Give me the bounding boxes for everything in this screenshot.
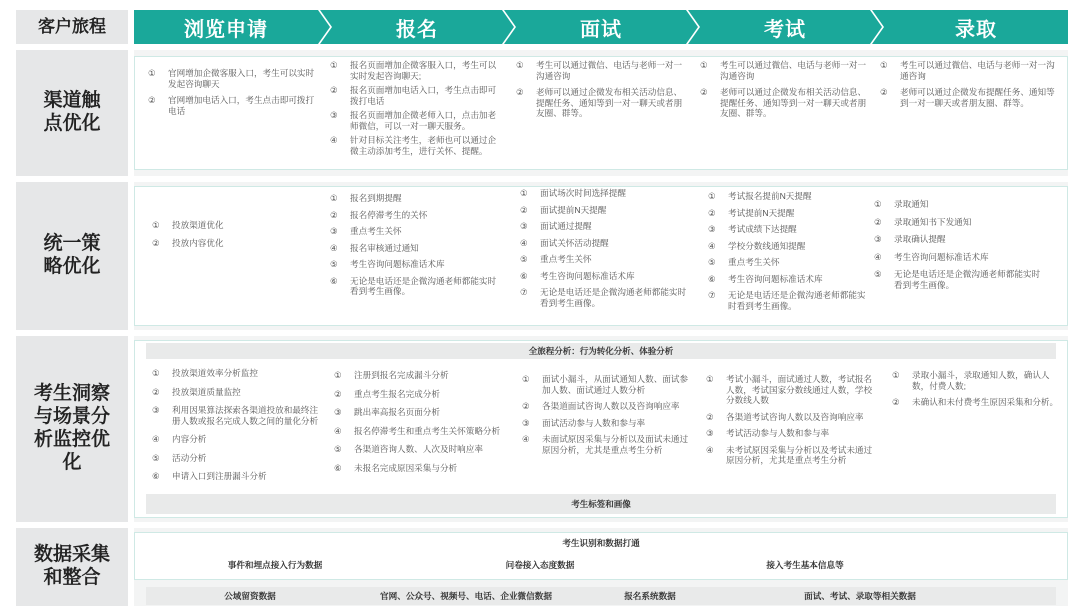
item-number: ① bbox=[330, 60, 338, 70]
item-text: 考生可以通过微信、电话与老师一对一沟通咨询 bbox=[900, 60, 1055, 81]
item-number: ① bbox=[708, 191, 716, 201]
item-number: ④ bbox=[334, 425, 342, 436]
item-text: 考试报名提前N天提醒 bbox=[728, 191, 812, 201]
journey-analysis-text: 全旅程分析：行为转化分析、体验分析 bbox=[528, 346, 674, 356]
data-source-event bbox=[150, 556, 400, 574]
item-text: 未报名完成原因采集与分析 bbox=[354, 462, 458, 473]
list-item bbox=[880, 87, 1056, 108]
insight-col-signup bbox=[334, 370, 504, 477]
item-text: 面试关怀活动提醒 bbox=[540, 237, 609, 248]
stage-arrow-browse bbox=[134, 10, 330, 44]
channel-col-browse bbox=[148, 68, 316, 120]
item-number: ② bbox=[330, 209, 338, 220]
item-number: ① bbox=[880, 60, 888, 70]
item-number: ⑥ bbox=[152, 471, 160, 481]
item-text: 重点考生关怀 bbox=[350, 226, 402, 236]
item-number: ① bbox=[874, 199, 882, 209]
data-source-text: 面试、考试、录取等相关数据 bbox=[804, 591, 916, 601]
list-item bbox=[516, 87, 686, 119]
item-text: 录取通知 bbox=[894, 199, 929, 209]
list-item bbox=[522, 418, 690, 429]
data-source-text: 接入考生基本信息等 bbox=[766, 560, 844, 570]
item-number: ⑤ bbox=[874, 269, 882, 279]
row-label-data bbox=[16, 528, 128, 606]
item-number: ⑤ bbox=[520, 254, 528, 264]
row-label-data-text: 数据采集和整合 bbox=[33, 544, 110, 588]
list-item bbox=[520, 238, 688, 249]
item-text: 老师可以通过企微发布相关活动信息、提醒任务、通知等到一对一聊天或者朋友圈、群等。 bbox=[720, 87, 867, 118]
item-number: ② bbox=[892, 397, 900, 407]
row-label-strategy bbox=[16, 182, 128, 330]
item-number: ⑥ bbox=[334, 462, 342, 473]
item-text: 学校分数线通知提醒 bbox=[728, 240, 806, 251]
list-item bbox=[520, 254, 688, 265]
list-item bbox=[152, 220, 312, 231]
list-item bbox=[520, 271, 688, 282]
item-text: 重点考生关怀 bbox=[540, 254, 592, 264]
item-text: 报名页面增加企微老师入口，点击加老师微信，可以一对一聊天服务。 bbox=[350, 110, 497, 131]
journey-label bbox=[16, 10, 128, 44]
list-item bbox=[706, 412, 874, 423]
list-item bbox=[330, 259, 502, 270]
item-text: 报名页面增加电话入口，考生点击即可拨打电话 bbox=[350, 85, 497, 106]
row-label-insight-text: 考生洞察与场景分析监控优化 bbox=[33, 383, 110, 473]
stage-arrow-exam bbox=[688, 10, 882, 44]
item-text: 无论是电话还是企微沟通老师都能实时看到考生画像。 bbox=[350, 275, 497, 296]
list-item bbox=[708, 241, 868, 252]
item-text: 未确认和未付费考生原因采集和分析。 bbox=[912, 397, 1059, 407]
journey-analysis-bar bbox=[146, 343, 1056, 359]
channel-col-interview bbox=[516, 60, 686, 123]
list-item bbox=[148, 68, 316, 89]
item-number: ② bbox=[152, 237, 160, 248]
item-text: 考试小漏斗，面试通过人数，考试报名人数，考试国家分数线通过人数，学校分数线人数 bbox=[726, 374, 873, 405]
list-item bbox=[334, 426, 504, 437]
item-text: 考生咨询问题标准话术库 bbox=[540, 270, 635, 281]
item-text: 考生咨询问题标准话术库 bbox=[894, 251, 989, 262]
item-text: 申请入口到注册漏斗分析 bbox=[172, 471, 267, 481]
channel-col-admission bbox=[880, 60, 1056, 112]
list-item bbox=[330, 85, 502, 106]
identity-bar-text: 考生识别和数据打通 bbox=[562, 538, 640, 548]
list-item bbox=[334, 389, 504, 400]
identity-bar bbox=[134, 535, 1068, 551]
item-number: ② bbox=[148, 95, 156, 105]
item-number: ④ bbox=[522, 434, 530, 444]
item-number: ② bbox=[520, 204, 528, 215]
list-item bbox=[874, 252, 1046, 263]
list-item bbox=[874, 199, 1046, 210]
data-source-owned bbox=[346, 588, 586, 604]
item-number: ④ bbox=[330, 242, 338, 253]
channel-col-signup bbox=[330, 60, 502, 160]
item-text: 报名审核通过通知 bbox=[350, 242, 419, 253]
list-item bbox=[706, 374, 874, 406]
item-text: 考生咨询问题标准话术库 bbox=[728, 273, 823, 284]
item-number: ② bbox=[880, 87, 888, 97]
item-text: 官网增加电话入口，考生点击即可拨打电话 bbox=[168, 95, 315, 116]
item-number: ② bbox=[152, 386, 160, 397]
stage-label: 考试 bbox=[764, 18, 806, 41]
item-text: 录取通知书下发通知 bbox=[894, 216, 972, 227]
tags-portrait-bar bbox=[146, 494, 1056, 514]
item-number: ② bbox=[522, 401, 530, 411]
item-number: ③ bbox=[330, 226, 338, 236]
list-item bbox=[516, 60, 686, 81]
item-text: 考试提前N天提醒 bbox=[728, 207, 795, 218]
item-text: 未考试原因采集与分析以及考试未通过原因分析，尤其是重点考生分析 bbox=[726, 444, 873, 465]
list-item bbox=[892, 397, 1062, 408]
list-item bbox=[520, 287, 688, 308]
item-number: ① bbox=[152, 220, 160, 230]
list-item bbox=[880, 60, 1056, 81]
item-text: 报名到期提醒 bbox=[350, 193, 402, 203]
data-source-survey bbox=[420, 556, 660, 574]
strategy-col-admission bbox=[874, 199, 1046, 294]
list-item bbox=[874, 269, 1046, 290]
list-item bbox=[334, 370, 504, 381]
item-number: ⑥ bbox=[520, 270, 528, 281]
item-text: 无论是电话还是企微沟通老师都能实时看到考生画像。 bbox=[894, 269, 1041, 290]
list-item bbox=[330, 226, 502, 237]
item-text: 利用因果算法探索各渠道投放和最终注册人数或报名完成人数之间的量化分析 bbox=[172, 405, 319, 426]
item-number: ④ bbox=[706, 444, 714, 455]
item-number: ② bbox=[330, 85, 338, 95]
data-source-signup bbox=[580, 588, 720, 604]
list-item bbox=[330, 193, 502, 204]
list-item bbox=[330, 276, 502, 297]
data-source-public bbox=[150, 588, 350, 604]
insight-col-interview bbox=[522, 374, 690, 459]
item-number: ② bbox=[700, 87, 708, 97]
data-source-basic bbox=[690, 556, 920, 574]
row-label-insight bbox=[16, 336, 128, 522]
item-text: 各渠道面试咨询人数以及咨询响应率 bbox=[542, 401, 680, 411]
item-text: 面试活动参与人数和参与率 bbox=[542, 417, 646, 428]
item-number: ③ bbox=[522, 417, 530, 428]
stage-label: 报名 bbox=[396, 18, 438, 41]
item-number: ① bbox=[706, 374, 714, 384]
item-text: 投放内容优化 bbox=[172, 237, 224, 248]
list-item bbox=[892, 370, 1062, 391]
strategy-col-exam bbox=[708, 191, 868, 315]
list-item bbox=[522, 401, 690, 412]
stage-arrow-admission bbox=[872, 10, 1068, 44]
item-text: 考生咨询问题标准话术库 bbox=[350, 259, 445, 269]
list-item bbox=[334, 444, 504, 455]
item-number: ③ bbox=[330, 110, 338, 120]
item-text: 面试提前N天提醒 bbox=[540, 204, 607, 215]
list-item bbox=[520, 188, 688, 199]
list-item bbox=[334, 407, 504, 418]
list-item bbox=[152, 434, 322, 445]
item-text: 各渠道考试咨询人数以及咨询响应率 bbox=[726, 411, 864, 422]
item-number: ③ bbox=[152, 405, 160, 415]
item-number: ④ bbox=[330, 135, 338, 145]
item-number: ③ bbox=[708, 224, 716, 234]
item-text: 老师可以通过企微发布相关活动信息、提醒任务、通知等到一对一聊天或者朋友圈、群等。 bbox=[536, 87, 683, 118]
channel-col-exam bbox=[700, 60, 870, 123]
item-number: ① bbox=[148, 68, 156, 78]
strategy-col-signup bbox=[330, 193, 502, 301]
item-text: 考生可以通过微信、电话与老师一对一沟通咨询 bbox=[720, 60, 867, 81]
item-number: ⑤ bbox=[708, 257, 716, 267]
list-item bbox=[708, 224, 868, 235]
list-item bbox=[522, 434, 690, 455]
list-item bbox=[708, 208, 868, 219]
item-text: 未面试原因采集与分析以及面试未通过原因分析，尤其是重点考生分析 bbox=[542, 434, 689, 455]
data-source-text: 官网、公众号、视频号、电话、企业微信数据 bbox=[380, 591, 552, 601]
strategy-col-browse bbox=[152, 220, 312, 252]
list-item bbox=[152, 405, 322, 426]
list-item bbox=[152, 368, 322, 379]
item-number: ③ bbox=[706, 428, 714, 438]
list-item bbox=[700, 87, 870, 119]
strategy-col-interview bbox=[520, 188, 688, 312]
journey-label-text: 客户旅程 bbox=[38, 16, 106, 36]
item-text: 面试场次时间选择提醒 bbox=[540, 188, 626, 198]
list-item bbox=[148, 95, 316, 116]
list-item bbox=[520, 205, 688, 216]
list-item bbox=[330, 135, 502, 156]
list-item bbox=[152, 238, 312, 249]
item-number: ③ bbox=[520, 221, 528, 231]
insight-col-exam bbox=[706, 374, 874, 470]
item-text: 报名停滞考生和重点考生关怀策略分析 bbox=[354, 425, 501, 436]
list-item bbox=[708, 274, 868, 285]
item-text: 考试成绩下达提醒 bbox=[728, 224, 797, 234]
item-number: ⑤ bbox=[334, 444, 342, 454]
list-item bbox=[706, 445, 874, 466]
item-text: 录取小漏斗，录取通知人数，确认人数，付费人数; bbox=[912, 370, 1050, 391]
item-number: ⑦ bbox=[520, 287, 528, 297]
insight-col-admission bbox=[892, 370, 1062, 412]
row-label-strategy-text: 统一策略优化 bbox=[43, 233, 101, 277]
list-item bbox=[874, 234, 1046, 245]
item-number: ⑤ bbox=[152, 452, 160, 463]
item-text: 报名页面增加企微客服入口，考生可以实时发起咨询聊天; bbox=[350, 60, 497, 81]
item-text: 报名停滞考生的关怀 bbox=[350, 209, 428, 220]
row-label-channel-text: 渠道触点优化 bbox=[43, 90, 101, 134]
item-number: ⑦ bbox=[708, 290, 716, 300]
item-number: ④ bbox=[708, 240, 716, 251]
item-text: 针对目标关注考生，老师也可以通过企微主动添加考生，进行关怀、提醒。 bbox=[350, 135, 497, 156]
item-number: ④ bbox=[874, 251, 882, 262]
item-number: ④ bbox=[152, 434, 160, 444]
list-item bbox=[700, 60, 870, 81]
item-number: ① bbox=[700, 60, 708, 70]
list-item bbox=[330, 243, 502, 254]
list-item bbox=[152, 387, 322, 398]
item-text: 各渠道咨询人数、人次及时响应率 bbox=[354, 444, 483, 454]
item-number: ② bbox=[708, 207, 716, 218]
list-item bbox=[708, 191, 868, 202]
data-source-exam bbox=[760, 588, 960, 604]
item-text: 注册到报名完成漏斗分析 bbox=[354, 370, 449, 380]
item-text: 录取确认提醒 bbox=[894, 234, 946, 244]
item-text: 活动分析 bbox=[172, 452, 207, 463]
item-number: ① bbox=[334, 370, 342, 380]
list-item bbox=[706, 428, 874, 439]
insight-col-browse bbox=[152, 368, 322, 486]
list-item bbox=[874, 217, 1046, 228]
item-number: ① bbox=[522, 374, 530, 384]
tags-portrait-text: 考生标签和画像 bbox=[571, 499, 631, 509]
item-number: ② bbox=[874, 216, 882, 227]
item-text: 投放渠道质量监控 bbox=[172, 386, 241, 397]
list-item bbox=[522, 374, 690, 395]
list-item bbox=[330, 110, 502, 131]
list-item bbox=[708, 290, 868, 311]
list-item bbox=[334, 463, 504, 474]
stage-label: 面试 bbox=[580, 18, 622, 41]
item-text: 老师可以通过企微发布提醒任务、通知等到一对一聊天或者朋友圈、群等。 bbox=[900, 87, 1055, 108]
list-item bbox=[152, 471, 322, 482]
item-text: 面试小漏斗，从面试通知人数、面试参加人数、面试通过人数分析 bbox=[542, 374, 689, 395]
item-number: ① bbox=[892, 370, 900, 380]
data-source-text: 事件和埋点接入行为数据 bbox=[227, 560, 323, 570]
item-text: 考生可以通过微信、电话与老师一对一沟通咨询 bbox=[536, 60, 683, 81]
list-item bbox=[330, 60, 502, 81]
row-label-channel bbox=[16, 50, 128, 176]
item-text: 面试通过提醒 bbox=[540, 221, 592, 231]
item-number: ③ bbox=[874, 234, 882, 244]
item-number: ① bbox=[330, 193, 338, 203]
item-text: 投放渠道效率分析监控 bbox=[172, 368, 258, 378]
item-number: ② bbox=[334, 388, 342, 399]
list-item bbox=[330, 210, 502, 221]
item-number: ② bbox=[706, 411, 714, 422]
item-number: ① bbox=[152, 368, 160, 378]
data-source-text: 报名系统数据 bbox=[624, 591, 676, 601]
stage-label: 录取 bbox=[955, 18, 997, 41]
list-item bbox=[152, 453, 322, 464]
item-number: ⑥ bbox=[330, 275, 338, 286]
item-number: ② bbox=[516, 87, 524, 97]
item-text: 跳出率高报名页面分析 bbox=[354, 407, 440, 417]
item-number: ④ bbox=[520, 237, 528, 248]
item-text: 官网增加企微客服入口，考生可以实时发起咨询聊天 bbox=[168, 68, 315, 89]
item-text: 考试活动参与人数和参与率 bbox=[726, 428, 830, 438]
stage-arrow-signup bbox=[320, 10, 514, 44]
item-number: ⑥ bbox=[708, 273, 716, 284]
data-source-text: 问卷接入态度数据 bbox=[505, 560, 575, 570]
item-number: ⑤ bbox=[330, 259, 338, 269]
item-text: 无论是电话还是企微沟通老师都能实时看到考生画像。 bbox=[728, 290, 866, 311]
stage-arrow-interview bbox=[504, 10, 698, 44]
item-number: ① bbox=[516, 60, 524, 70]
item-text: 投放渠道优化 bbox=[172, 220, 224, 230]
item-text: 内容分析 bbox=[172, 434, 207, 444]
list-item bbox=[520, 221, 688, 232]
item-text: 重点考生报名完成分析 bbox=[354, 388, 440, 399]
data-source-text: 公域留资数据 bbox=[224, 591, 276, 601]
item-text: 重点考生关怀 bbox=[728, 257, 780, 267]
stage-label: 浏览申请 bbox=[184, 18, 268, 41]
list-item bbox=[708, 257, 868, 268]
item-text: 无论是电话还是企微沟通老师都能实时看到考生画像。 bbox=[540, 287, 687, 308]
item-number: ① bbox=[520, 188, 528, 198]
item-number: ③ bbox=[334, 407, 342, 417]
